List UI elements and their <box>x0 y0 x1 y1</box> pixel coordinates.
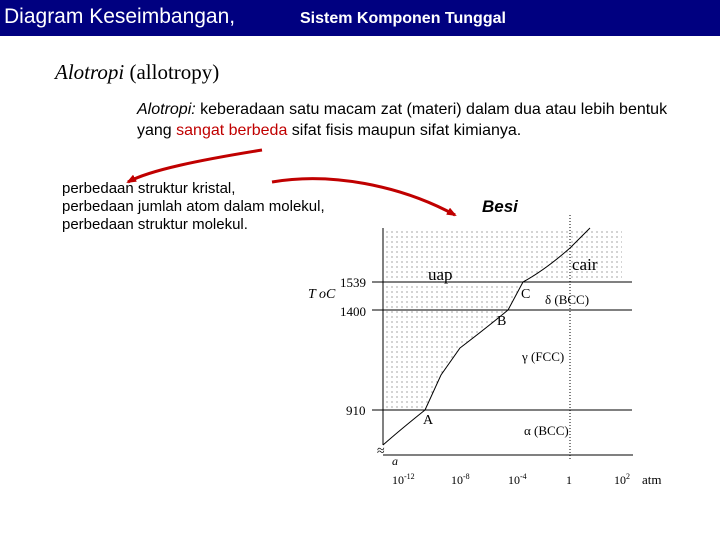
region-gamma: γ (FCC) <box>522 349 565 364</box>
definition-lead: Alotropi: <box>137 101 196 118</box>
header-subtitle: Sistem Komponen Tunggal <box>300 10 506 27</box>
region-delta: δ (BCC) <box>545 292 590 307</box>
header-title: Diagram Keseimbangan, <box>4 5 236 28</box>
axis-break-mark: ≈ <box>377 444 385 459</box>
point-b: B <box>497 314 507 329</box>
diagram-title: Besi <box>482 197 518 216</box>
y-tick-910: 910 <box>346 403 366 418</box>
section-title-paren: (allotropy) <box>129 60 220 84</box>
region-vapor: uap <box>428 265 453 284</box>
section-title-term: Alotropi <box>55 60 125 84</box>
structure-item-atoms: perbedaan jumlah atom dalam molekul, <box>62 198 325 215</box>
arrow-structures <box>272 179 455 215</box>
point-c: C <box>521 287 531 302</box>
y-axis-label: T oC <box>308 287 336 302</box>
x-tick-1: 1 <box>566 473 572 487</box>
definition-part2: sifat fisis maupun sifat kimianya. <box>287 122 522 139</box>
vapor-region <box>383 229 570 410</box>
point-a: A <box>423 413 434 428</box>
x-tick-1e2: $10^2$ <box>614 472 630 487</box>
structure-item-crystal: perbedaan struktur kristal, <box>62 180 236 197</box>
x-tick-1e-8: $10^{-8}$ <box>451 472 470 487</box>
y-tick-1400: 1400 <box>340 304 366 319</box>
definition-part1: keberadaan satu macam zat (materi) dalam dua atau lebih bentuk yang <box>137 101 668 139</box>
region-alpha: α (BCC) <box>524 423 569 438</box>
y-tick-1539: 1539 <box>340 275 366 290</box>
x-axis-unit: atm <box>642 472 662 487</box>
x-tick-1e-12: $10^{-12}$ <box>392 472 415 487</box>
arrow-definition <box>128 150 262 182</box>
x-tick-1e-4: $10^{-4}$ <box>508 472 527 487</box>
region-liquid: cair <box>572 255 598 274</box>
definition-highlight: sangat berbeda <box>176 122 288 139</box>
structure-item-molecule: perbedaan struktur molekul. <box>62 216 248 233</box>
axis-origin-mark: a <box>392 454 398 468</box>
